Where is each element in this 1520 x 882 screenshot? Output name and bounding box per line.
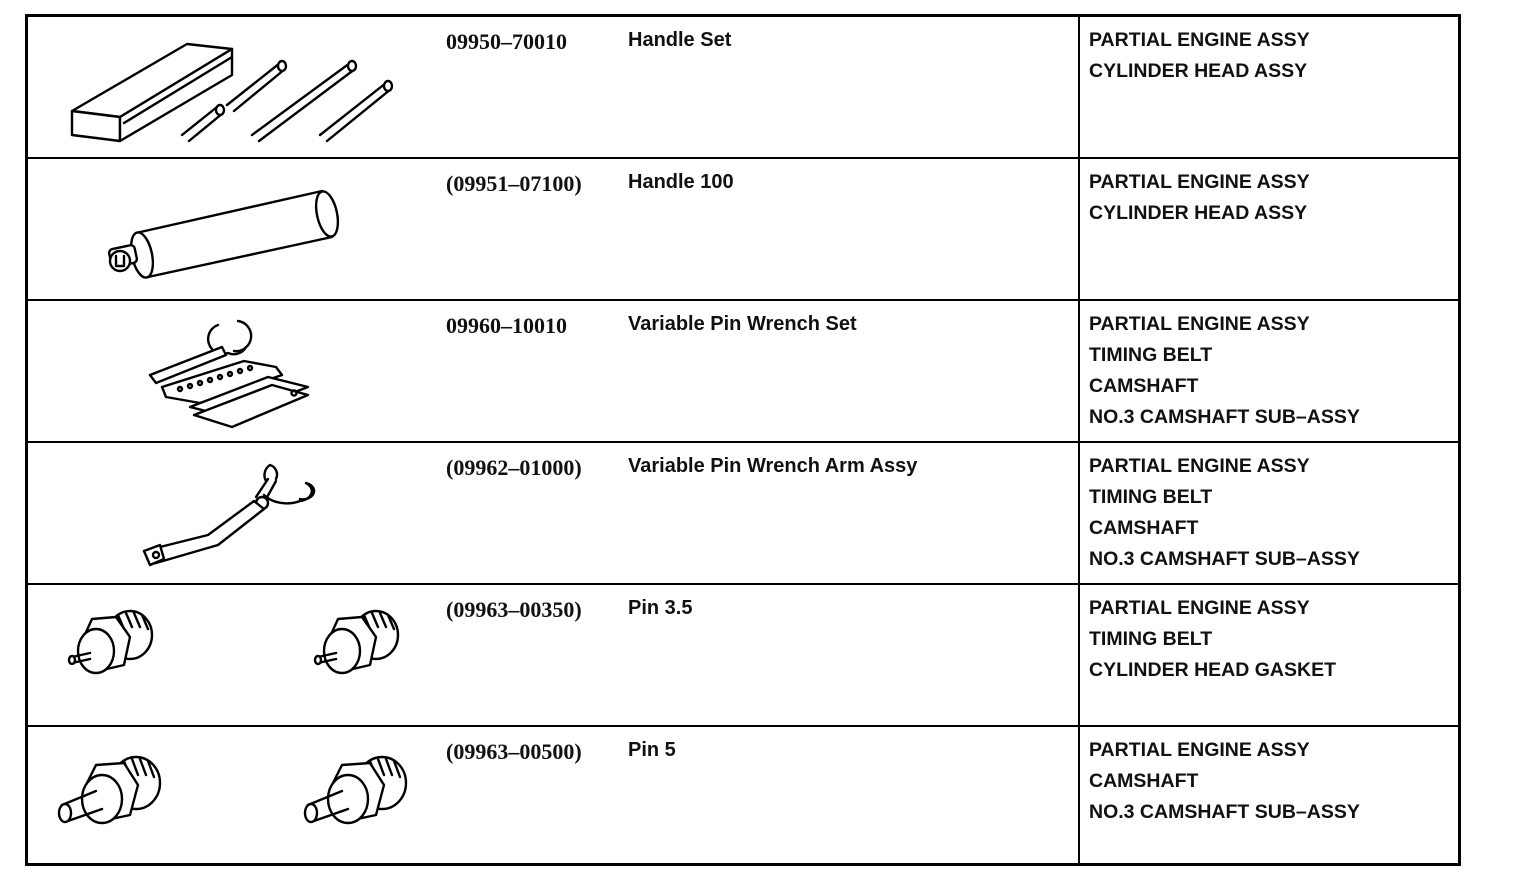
- tool-row-pin-3-5: [28, 585, 1458, 727]
- tool-row-pin-5: [28, 727, 1458, 869]
- usage-item: NO.3 CAMSHAFT SUB–ASSY: [1089, 801, 1360, 823]
- handle-set-icon: [32, 19, 432, 155]
- usage-list: [1089, 25, 1310, 87]
- usage-item: CYLINDER HEAD ASSY: [1089, 60, 1308, 82]
- usage-item: CAMSHAFT: [1089, 770, 1199, 792]
- tool-row-handle-100: [28, 159, 1458, 301]
- usage-item: CAMSHAFT: [1089, 517, 1199, 539]
- usage-list: [1089, 451, 1360, 575]
- tool-name: Handle 100: [628, 171, 734, 193]
- tool-name: Pin 3.5: [628, 597, 693, 619]
- usage-item: NO.3 CAMSHAFT SUB–ASSY: [1089, 406, 1360, 428]
- usage-item: PARTIAL ENGINE ASSY: [1089, 455, 1310, 477]
- pin-icon: [32, 587, 432, 723]
- usage-list: [1089, 735, 1360, 828]
- usage-item: NO.3 CAMSHAFT SUB–ASSY: [1089, 548, 1360, 570]
- usage-item: TIMING BELT: [1089, 486, 1213, 508]
- part-number: (09951–07100): [446, 171, 582, 196]
- usage-item: CYLINDER HEAD GASKET: [1089, 659, 1337, 681]
- pin-right: [305, 757, 406, 823]
- usage-list: [1089, 309, 1360, 433]
- usage-item: PARTIAL ENGINE ASSY: [1089, 739, 1310, 761]
- pin-left: [69, 611, 152, 673]
- tool-row-pin-wrench-arm: [28, 443, 1458, 585]
- tool-name: Pin 5: [628, 739, 676, 761]
- usage-item: PARTIAL ENGINE ASSY: [1089, 171, 1310, 193]
- tool-name: Handle Set: [628, 29, 732, 51]
- tool-name: Variable Pin Wrench Arm Assy: [628, 455, 918, 477]
- tool-name: Variable Pin Wrench Set: [628, 313, 857, 335]
- usage-item: PARTIAL ENGINE ASSY: [1089, 597, 1310, 619]
- tool-row-pin-wrench-set: [28, 301, 1458, 443]
- usage-item: PARTIAL ENGINE ASSY: [1089, 29, 1310, 51]
- handle-icon: [32, 161, 432, 297]
- pin-right: [315, 611, 398, 673]
- usage-item: CAMSHAFT: [1089, 375, 1199, 397]
- part-number: (09962–01000): [446, 455, 582, 480]
- part-number: 09960–10010: [446, 313, 567, 338]
- special-tools-table: [25, 14, 1461, 866]
- usage-list: [1089, 593, 1336, 686]
- usage-item: TIMING BELT: [1089, 344, 1213, 366]
- pin-left: [59, 757, 160, 823]
- pin-icon: [32, 729, 432, 865]
- usage-item: PARTIAL ENGINE ASSY: [1089, 313, 1310, 335]
- usage-item: CYLINDER HEAD ASSY: [1089, 202, 1308, 224]
- part-number: (09963–00350): [446, 597, 582, 622]
- usage-list: [1089, 167, 1310, 229]
- part-number: (09963–00500): [446, 739, 582, 764]
- usage-item: TIMING BELT: [1089, 628, 1213, 650]
- pin-wrench-set-icon: [32, 303, 432, 439]
- pin-wrench-arm-icon: [32, 445, 432, 581]
- tool-row-handle-set: [28, 17, 1458, 159]
- part-number: 09950–70010: [446, 29, 567, 54]
